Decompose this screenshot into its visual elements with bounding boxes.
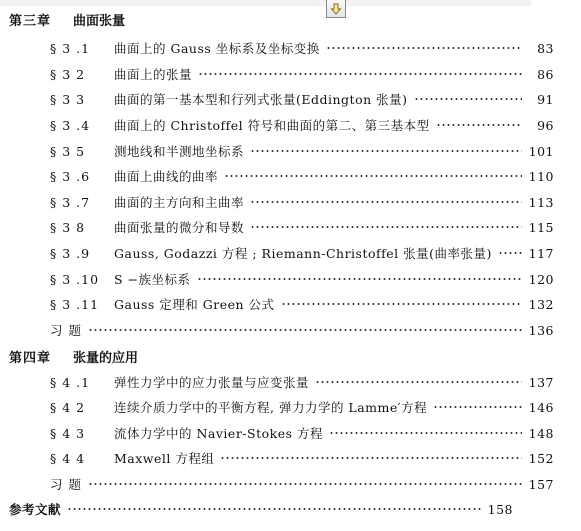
- page-number: 101: [528, 143, 554, 159]
- section-number: § 3 5: [50, 143, 86, 159]
- dot-leader: [436, 118, 522, 132]
- dot-leader: [315, 375, 522, 389]
- section-title: 连续介质力学中的平衡方程, 弹力力学的 Lamme′方程: [114, 400, 428, 415]
- page-number: 83: [537, 40, 554, 56]
- dot-leader: [329, 426, 522, 440]
- section-number: § 3 .7: [50, 194, 91, 210]
- references-entry[interactable]: [0, 498, 540, 520]
- section-title: 曲面上的 Gauss 坐标系及坐标变换: [114, 41, 320, 56]
- section-title: 弹性力学中的应力张量与应变张量: [114, 375, 310, 390]
- section-number: § 3 3: [50, 91, 86, 107]
- page-number: 137: [528, 374, 554, 390]
- dot-leader: [88, 477, 522, 491]
- page-number: 146: [528, 399, 554, 415]
- dot-leader: [197, 272, 522, 286]
- dot-leader: [67, 502, 481, 516]
- section-number: § 4 4: [50, 450, 86, 466]
- toc-entry[interactable]: [0, 242, 581, 264]
- toc-entry[interactable]: [0, 114, 581, 136]
- section-number: § 3 .9: [50, 245, 91, 261]
- section-title: Gauss, Godazzi 方程 ; Riemann-Christoffel 张量(曲率张量): [114, 246, 492, 261]
- section-number: § 3 2: [50, 66, 86, 82]
- page-number: 86: [537, 66, 554, 82]
- page-number: 91: [537, 91, 554, 107]
- toc-entry[interactable]: [0, 165, 581, 187]
- section-number: § 4 3: [50, 425, 86, 441]
- dot-leader: [498, 246, 522, 260]
- section-title: 流体力学中的 Navier-Stokes 方程: [114, 426, 323, 441]
- toc-entry[interactable]: [0, 293, 581, 315]
- toc-entry[interactable]: [0, 268, 581, 290]
- section-title: 曲面上的 Christoffel 符号和曲面的第二、第三基本型: [114, 118, 430, 133]
- page-number: 96: [537, 117, 554, 133]
- toc-entry[interactable]: [0, 371, 581, 393]
- section-title: Maxwell 方程组: [114, 451, 215, 466]
- page-number: 117: [528, 245, 554, 261]
- section-number: § 4 .1: [50, 374, 91, 390]
- toc-entry[interactable]: [0, 191, 581, 213]
- page-number: 115: [528, 219, 554, 235]
- toc-entry[interactable]: [0, 447, 581, 469]
- dot-leader: [326, 41, 522, 55]
- references-label: 参考文献: [9, 502, 62, 517]
- dot-leader: [414, 92, 522, 106]
- section-number: § 3 .4: [50, 117, 91, 133]
- dot-leader: [250, 220, 522, 234]
- section-title: 测地线和半测地坐标系: [114, 144, 245, 159]
- chapter-title: 曲面张量: [73, 13, 126, 29]
- section-title: 曲面张量的微分和导数: [114, 220, 245, 235]
- section-title: 曲面的第一基本型和行列式张量(Eddington 张量): [114, 92, 408, 107]
- page-number: 136: [528, 322, 554, 338]
- page-number: 158: [487, 501, 513, 517]
- dot-leader: [281, 297, 522, 311]
- dot-leader: [250, 144, 522, 158]
- toc-entry[interactable]: [0, 422, 581, 444]
- chapter-title: 张量的应用: [73, 350, 139, 366]
- toc-entry[interactable]: [0, 319, 581, 341]
- dot-leader: [88, 323, 522, 337]
- chapter-heading[interactable]: [0, 8, 540, 30]
- section-number: § 3 .6: [50, 168, 91, 184]
- section-title: Gauss 定理和 Green 公式: [114, 297, 275, 312]
- chapter-heading[interactable]: [0, 345, 540, 367]
- chapter-number: 第四章: [9, 350, 52, 366]
- page-number: 113: [528, 194, 554, 210]
- section-number: 习 题: [50, 477, 82, 492]
- page-number: 152: [528, 450, 554, 466]
- page-number: 157: [528, 476, 554, 492]
- section-number: § 3 .11: [50, 296, 100, 312]
- section-title: S −族坐标系: [114, 272, 191, 287]
- section-number: 习 题: [50, 323, 82, 338]
- page-number: 132: [528, 296, 554, 312]
- toc-entry[interactable]: [0, 140, 581, 162]
- page-number: 110: [528, 168, 554, 184]
- toc-entry[interactable]: [0, 88, 581, 110]
- section-title: 曲面上的张量: [114, 67, 193, 82]
- dot-leader: [198, 67, 522, 81]
- section-number: § 3 .10: [50, 271, 100, 287]
- toc-entry[interactable]: [0, 396, 581, 418]
- toc-entry[interactable]: [0, 473, 581, 495]
- toc-entry[interactable]: [0, 63, 581, 85]
- section-title: 曲面上曲线的曲率: [114, 169, 219, 184]
- dot-leader: [220, 451, 522, 465]
- toc-entry[interactable]: [0, 37, 581, 59]
- dot-leader: [224, 169, 522, 183]
- chapter-number: 第三章: [9, 13, 52, 29]
- section-number: § 3 .1: [50, 40, 91, 56]
- dot-leader: [250, 195, 522, 209]
- page-number: 120: [528, 271, 554, 287]
- toc-entry[interactable]: [0, 216, 581, 238]
- dot-leader: [433, 400, 522, 414]
- section-number: § 3 8: [50, 219, 86, 235]
- section-title: 曲面的主方向和主曲率: [114, 195, 245, 210]
- section-number: § 4 2: [50, 399, 86, 415]
- page-number: 148: [528, 425, 554, 441]
